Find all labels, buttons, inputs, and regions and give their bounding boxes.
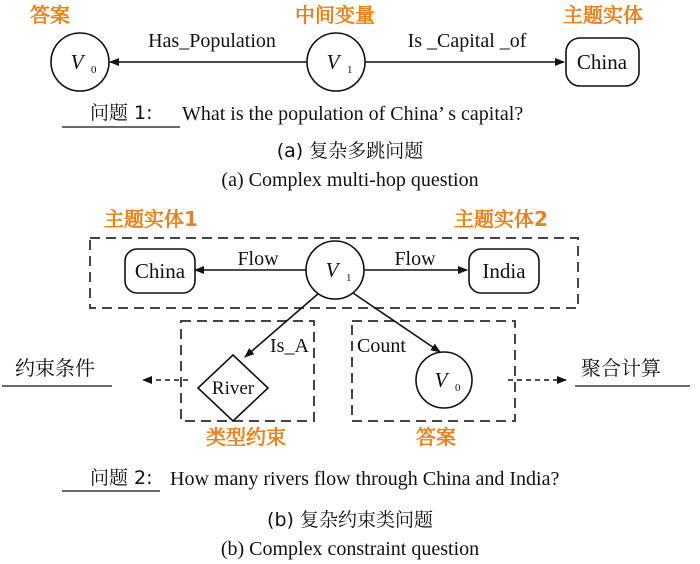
label-answer-a: 答案	[30, 3, 70, 27]
node-china-a-label: China	[576, 50, 628, 74]
question-2-text: How many rivers flow through China and India?	[170, 468, 560, 490]
question-2-prefix: 问题 2:	[90, 467, 153, 489]
node-v0-b-subscript: 0	[455, 382, 461, 394]
edge-label-is-capital-of: Is _Capital _of	[407, 30, 527, 52]
caption-b-cn: (b) 复杂约束类问题	[267, 509, 433, 531]
question-1-text: What is the population of China’ s capital?	[182, 103, 524, 125]
node-v0-b-label: V	[434, 368, 448, 392]
edge-label-has-population: Has_Population	[148, 30, 276, 52]
node-v0-a-label: V	[70, 50, 84, 74]
label-topic-entity-1: 主题实体1	[104, 207, 198, 231]
node-v1-a-label: V	[326, 50, 340, 74]
label-topic-entity-a: 主题实体	[563, 3, 643, 27]
caption-b-en: (b) Complex constraint question	[220, 538, 480, 560]
label-topic-entity-2: 主题实体2	[454, 207, 548, 231]
question-1-prefix: 问题 1:	[90, 102, 153, 124]
label-aggregation: 聚合计算	[581, 356, 661, 380]
node-v1-b-label: V	[325, 258, 339, 282]
edge-label-flow-right: Flow	[394, 248, 436, 270]
node-v1-b-subscript: 1	[346, 272, 352, 284]
node-china-b-label: China	[134, 259, 186, 283]
part-a-diagram	[30, 3, 643, 191]
edge-label-count: Count	[357, 335, 406, 357]
label-type-constraint: 类型约束	[206, 425, 286, 449]
caption-a-en: (a) Complex multi-hop question	[221, 169, 479, 191]
node-india-label: India	[482, 259, 526, 283]
edge-label-is-a: Is_A	[270, 335, 309, 357]
label-constraint-condition: 约束条件	[15, 356, 95, 380]
node-river-label: River	[211, 378, 255, 399]
part-b-diagram	[2, 207, 690, 560]
caption-a-cn: (a) 复杂多跳问题	[276, 140, 424, 162]
label-intermediate-variable: 中间变量	[295, 3, 375, 27]
edge-label-flow-left: Flow	[237, 248, 279, 270]
node-v1-a-subscript: 1	[347, 64, 353, 76]
label-answer-b: 答案	[416, 425, 456, 449]
node-v0-a-subscript: 0	[91, 64, 97, 76]
